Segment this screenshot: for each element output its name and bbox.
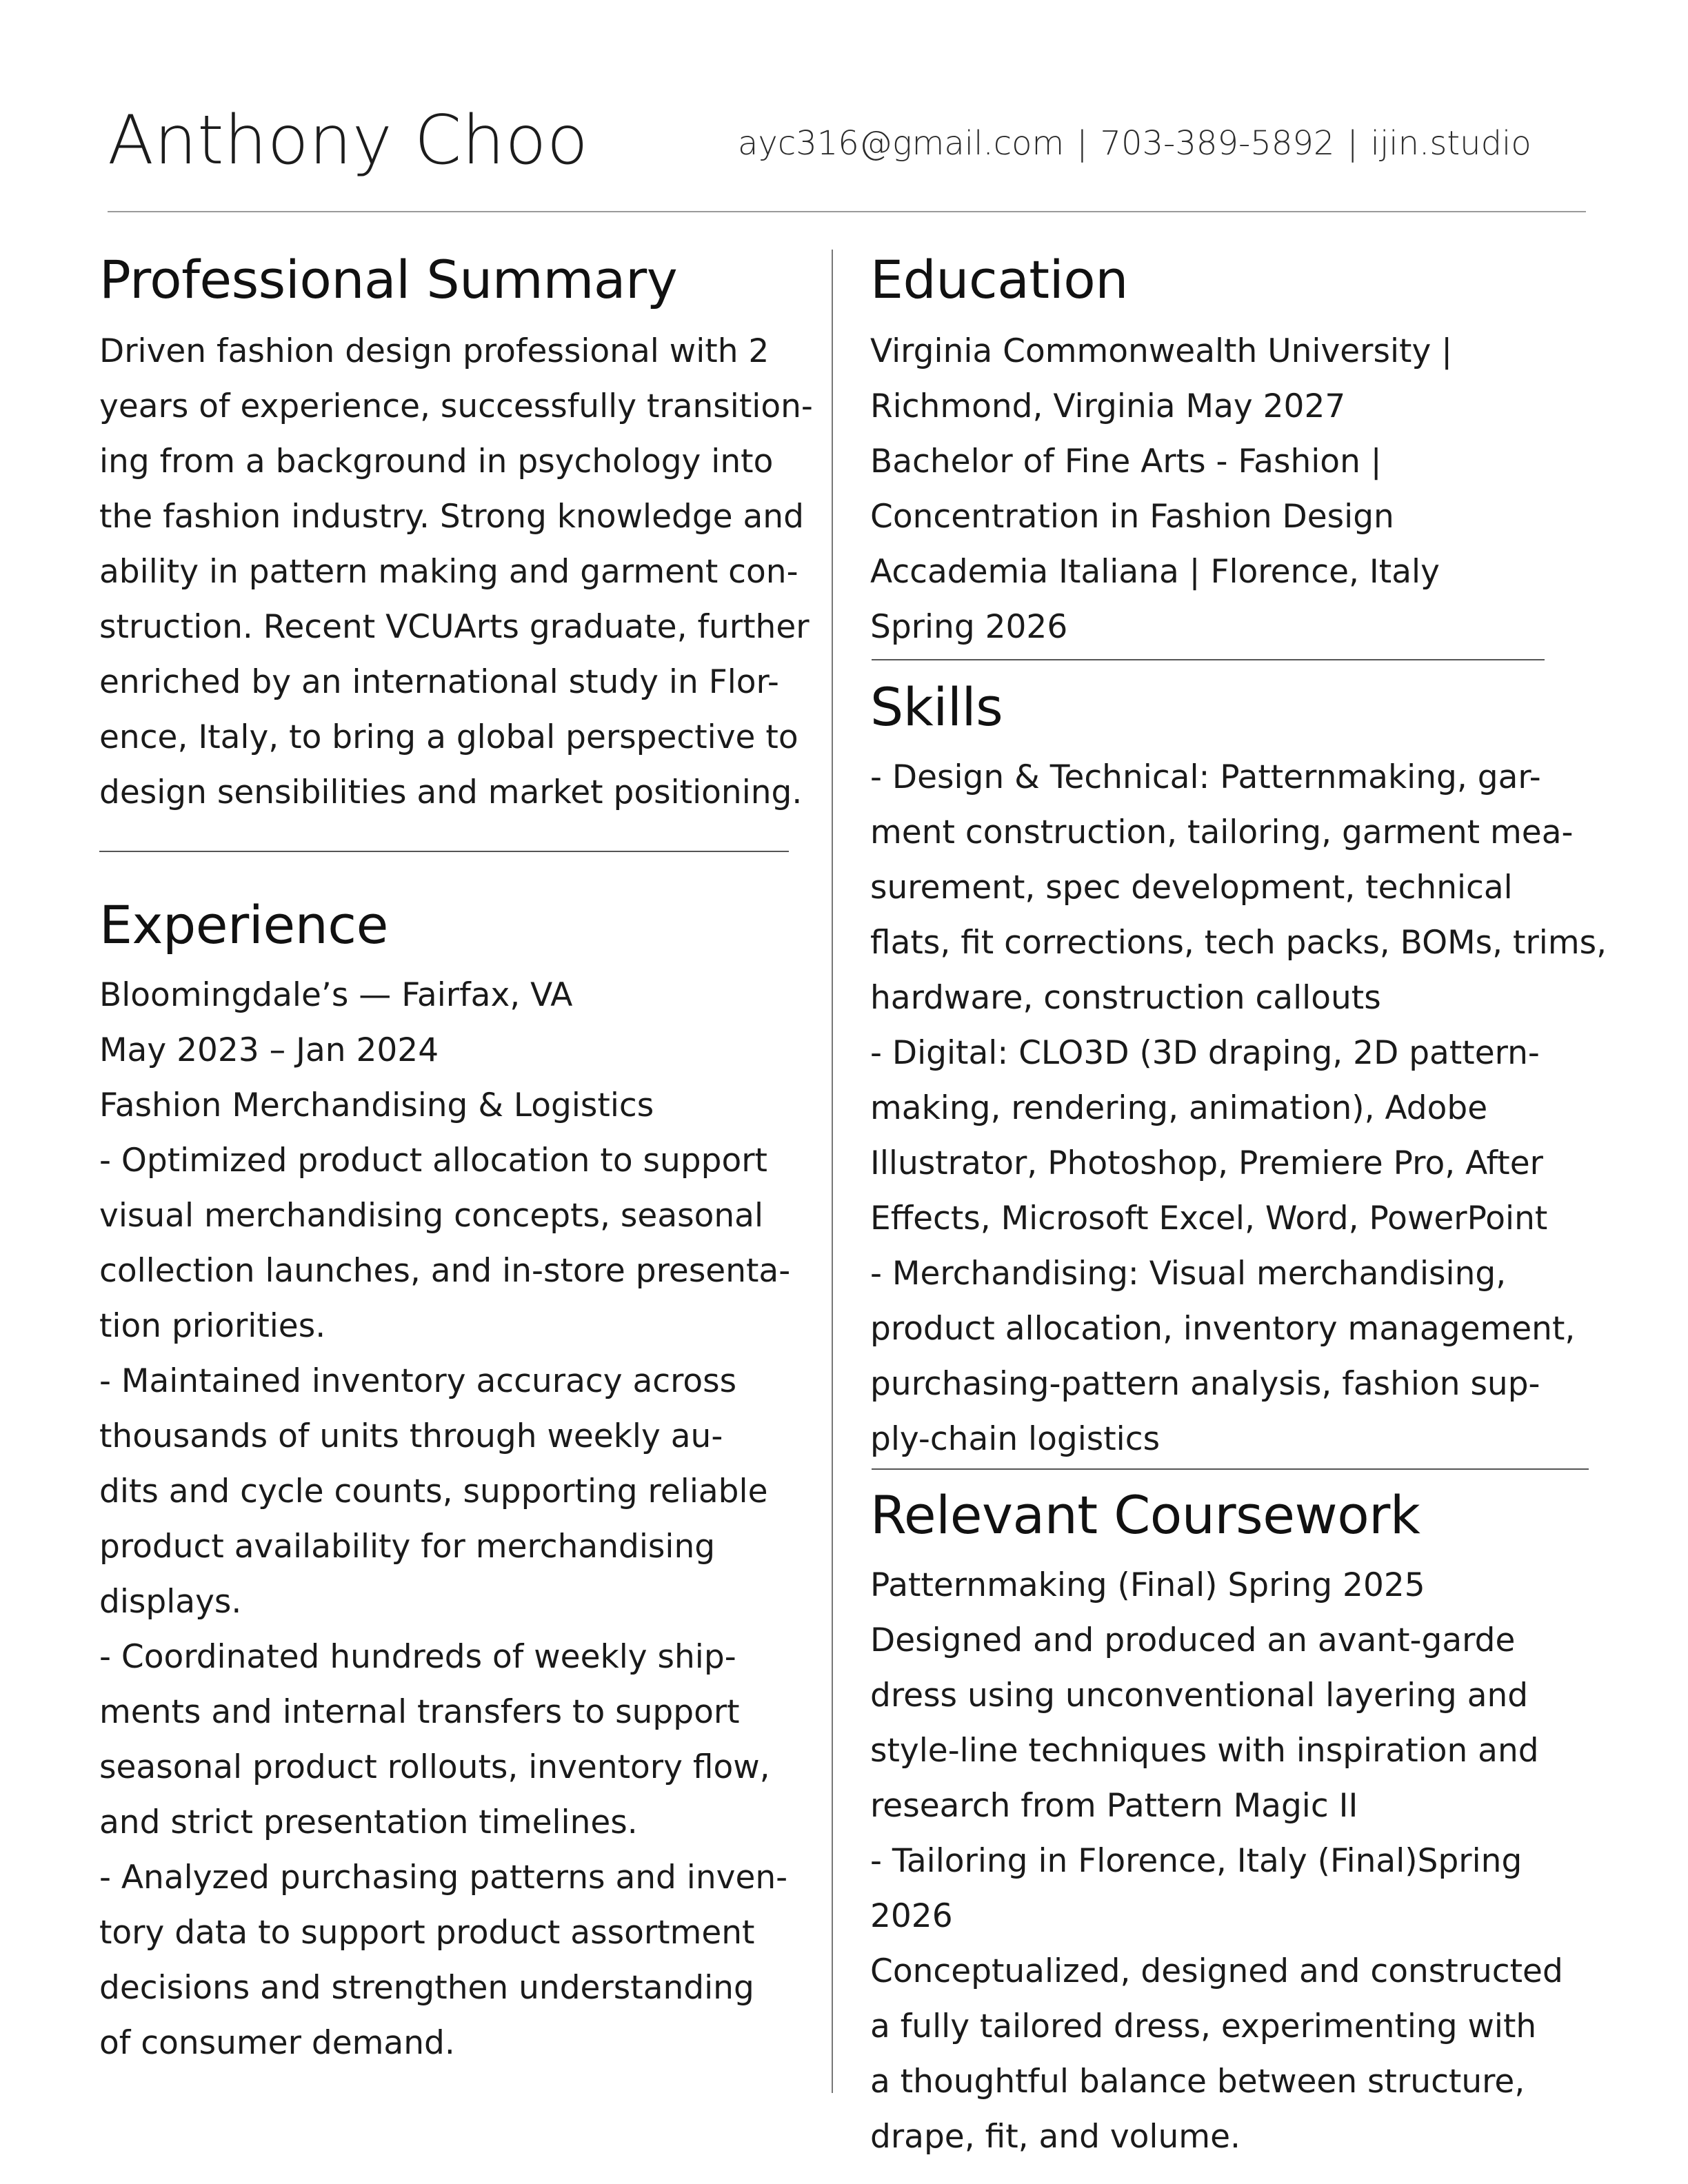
text-line: Accademia Italiana | Florence, Italy <box>870 553 1440 591</box>
website-link[interactable]: ijin.studio <box>1370 124 1531 163</box>
coursework-section <box>870 1484 1601 2165</box>
text-line: decisions and strengthen understanding <box>99 1969 754 2007</box>
text-line: hardware, construction callouts <box>870 979 1381 1017</box>
text-line: Spring 2026 <box>870 608 1068 646</box>
experience-text <box>99 968 823 2071</box>
text-line: struction. Recent VCUArts graduate, further <box>99 608 810 646</box>
phone-number[interactable]: 703-389-5892 <box>1100 124 1335 163</box>
section-title-education: Education <box>870 249 1128 310</box>
text-line: dress using unconventional layering and <box>870 1677 1529 1715</box>
text-line: design sensibilities and market positioning. <box>99 774 803 811</box>
text-line: drape, fit, and volume. <box>870 2118 1240 2156</box>
text-line: a fully tailored dress, experimenting with <box>870 2008 1537 2045</box>
experience-section <box>99 894 823 2071</box>
text-line: Bachelor of Fine Arts - Fashion | <box>870 443 1382 481</box>
text-line: - Digital: CLO3D (3D draping, 2D pattern- <box>870 1034 1540 1072</box>
skills-text <box>870 750 1607 1467</box>
text-line: ing from a background in psychology into <box>99 443 774 481</box>
text-line: the fashion industry. Strong knowledge and <box>99 498 804 536</box>
text-line: Virginia Commonwealth University | <box>870 332 1453 370</box>
text-line: Effects, Microsoft Excel, Word, PowerPoint <box>870 1200 1548 1237</box>
text-line: displays. <box>99 1583 242 1621</box>
text-line: tion priorities. <box>99 1307 326 1345</box>
email-link[interactable]: ayc316@gmail.com <box>738 124 1065 163</box>
text-line: seasonal product rollouts, inventory flow, <box>99 1748 770 1786</box>
text-line: years of experience, successfully transition- <box>99 387 813 425</box>
section-title-coursework: Relevant Coursework <box>870 1484 1420 1546</box>
text-line: ability in pattern making and garment con- <box>99 553 798 591</box>
education-text <box>870 324 1601 655</box>
summary-text <box>99 324 823 820</box>
text-line: Conceptualized, designed and constructed <box>870 1952 1563 1990</box>
text-line: of consumer demand. <box>99 2024 455 2062</box>
text-line: making, rendering, animation), Adobe <box>870 1089 1488 1127</box>
text-line: ment construction, tailoring, garment mea- <box>870 813 1574 851</box>
professional-summary-section <box>99 249 823 820</box>
text-line: - Maintained inventory accuracy across <box>99 1362 737 1400</box>
text-line: thousands of units through weekly au- <box>99 1417 723 1455</box>
section-title-skills: Skills <box>870 676 1003 738</box>
text-line: - Merchandising: Visual merchandising, <box>870 1255 1507 1293</box>
text-line: dits and cycle counts, supporting reliable <box>99 1473 768 1510</box>
text-line: ments and internal transfers to support <box>99 1693 740 1731</box>
text-line: and strict presentation timelines. <box>99 1803 638 1841</box>
text-line: product allocation, inventory management, <box>870 1310 1576 1348</box>
text-line: 2026 <box>870 1897 953 1935</box>
text-line: visual merchandising concepts, seasonal <box>99 1197 764 1235</box>
text-line: May 2023 – Jan 2024 <box>99 1031 439 1069</box>
text-line: flats, fit corrections, tech packs, BOMs, trims, <box>870 924 1607 962</box>
education-divider <box>872 659 1545 660</box>
text-line: Concentration in Fashion Design <box>870 498 1394 536</box>
text-line: Illustrator, Photoshop, Premiere Pro, After <box>870 1144 1543 1182</box>
skills-divider <box>872 1468 1589 1470</box>
column-divider <box>832 250 833 2093</box>
text-line: research from Pattern Magic II <box>870 1787 1358 1825</box>
text-line: Driven fashion design professional with 2 <box>99 332 770 370</box>
text-line: - Design & Technical: Patternmaking, gar- <box>870 758 1541 796</box>
contact-info <box>738 124 1531 163</box>
section-title-experience: Experience <box>99 894 388 956</box>
section-title-summary: Professional Summary <box>99 249 678 310</box>
text-line: Patternmaking (Final) Spring 2025 <box>870 1566 1425 1604</box>
text-line: style-line techniques with inspiration and <box>870 1732 1539 1770</box>
text-line: Fashion Merchandising & Logistics <box>99 1086 654 1124</box>
education-section <box>870 249 1601 655</box>
text-line: purchasing-pattern analysis, fashion sup- <box>870 1365 1540 1403</box>
text-line: product availability for merchandising <box>99 1528 716 1566</box>
candidate-name: Anthony Choo <box>108 101 589 180</box>
contact-separator: | <box>1347 124 1358 163</box>
text-line: - Tailoring in Florence, Italy (Final)Spring <box>870 1842 1523 1880</box>
text-line: Richmond, Virginia May 2027 <box>870 387 1346 425</box>
text-line: - Optimized product allocation to support <box>99 1142 767 1180</box>
text-line: ply-chain logistics <box>870 1420 1160 1458</box>
text-line: a thoughtful balance between structure, <box>870 2063 1525 2101</box>
text-line: Designed and produced an avant-garde <box>870 1621 1516 1659</box>
text-line: enriched by an international study in Flor- <box>99 663 779 701</box>
text-line: - Analyzed purchasing patterns and inven- <box>99 1859 788 1897</box>
text-line: surement, spec development, technical <box>870 869 1513 907</box>
text-line: collection launches, and in-store presenta- <box>99 1252 791 1290</box>
coursework-text <box>870 1558 1601 2165</box>
contact-separator: | <box>1076 124 1088 163</box>
skills-section <box>870 676 1607 1467</box>
text-line: tory data to support product assortment <box>99 1914 755 1952</box>
text-line: ence, Italy, to bring a global perspective to <box>99 718 798 756</box>
text-line: Bloomingdale’s — Fairfax, VA <box>99 976 573 1014</box>
summary-divider <box>99 851 789 852</box>
header-divider <box>108 211 1586 212</box>
text-line: - Coordinated hundreds of weekly ship- <box>99 1638 736 1676</box>
